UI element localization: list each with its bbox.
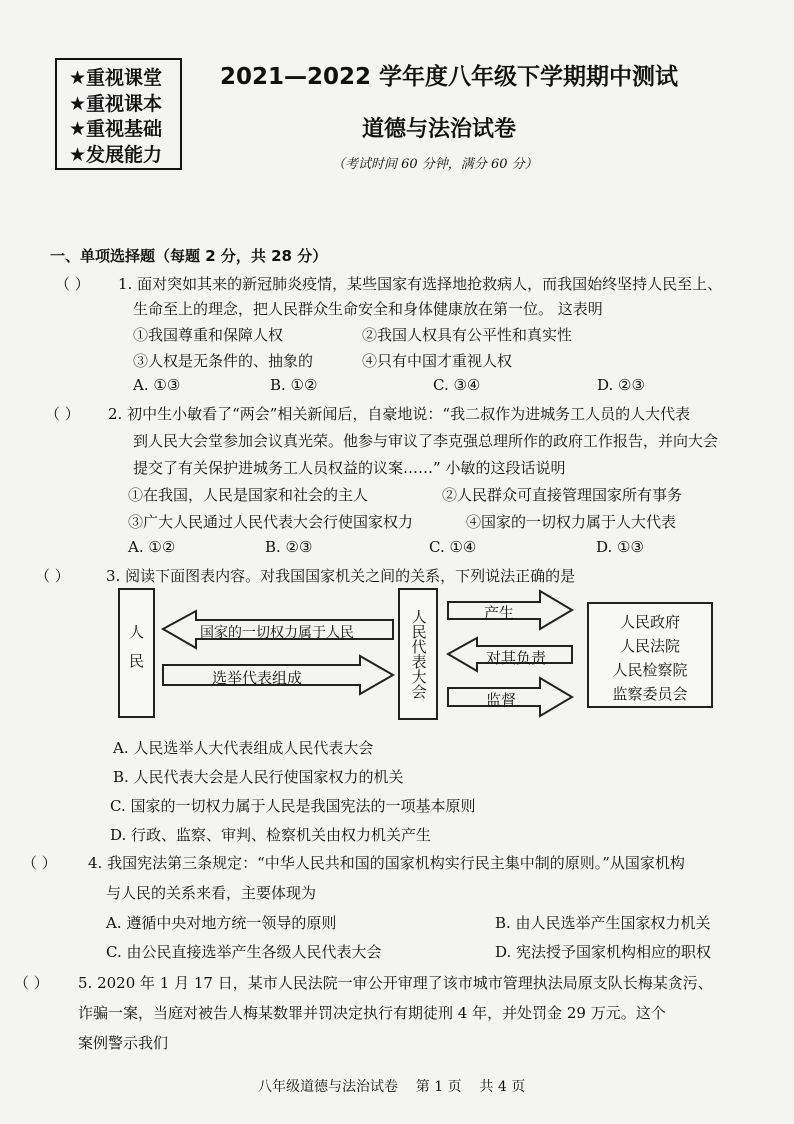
statement: ②我国人权具有公平性和真实性: [362, 326, 573, 344]
section-heading: 一、单项选择题（每题 2 分，共 28 分）: [50, 247, 328, 265]
arrow-power-label: 国家的一切权力属于人民: [200, 625, 354, 641]
statement: ①在我国，人民是国家和社会的主人: [128, 486, 369, 504]
organ-label: 人民政府: [619, 613, 680, 631]
arrow-produce-label: 产生: [484, 604, 515, 622]
congress-label: 人民代表大会: [409, 609, 428, 699]
option-b: B. 人民代表大会是人民行使国家权力的机关: [113, 768, 404, 786]
page-footer: 八年级道德与法治试卷 第 1 页 共 4 页: [258, 1079, 526, 1095]
organ-label: 人民法院: [619, 637, 680, 655]
slogan-line: ★重视课堂: [69, 67, 163, 89]
people-label: 人民: [127, 624, 145, 682]
option-c: C. ①④: [429, 538, 477, 556]
option-a: A. 人民选举人大代表组成人民代表大会: [113, 739, 374, 757]
answer-bracket[interactable]: （ ）: [14, 974, 49, 992]
statement: ①我国尊重和保障人权: [133, 326, 284, 344]
arrow-elect-label: 选举代表组成: [212, 669, 303, 687]
option-d: D. ①③: [596, 538, 644, 556]
organ-label: 监察委员会: [612, 685, 688, 703]
option-b: B. ②③: [265, 538, 313, 556]
exam-subtitle: 道德与法治试卷: [362, 117, 517, 142]
question-4-stem-cont: 与人民的关系来看，主要体现为: [106, 884, 317, 902]
option-a: A. 遵循中央对地方统一领导的原则: [106, 914, 337, 932]
statement: ③人权是无条件的、抽象的: [133, 352, 314, 370]
question-2-stem-cont: 提交了有关保护进城务工人员权益的议案……” 小敏的这段话说明: [133, 459, 566, 477]
statement: ③广大人民通过人民代表大会行使国家权力: [128, 513, 414, 531]
statement: ④只有中国才重视人权: [362, 352, 513, 370]
answer-bracket[interactable]: （ ）: [22, 854, 57, 872]
statement: ④国家的一切权力属于人大代表: [466, 513, 677, 531]
question-5-stem-cont: 案例警示我们: [78, 1034, 169, 1052]
option-c: C. ③④: [433, 376, 481, 394]
question-1-stem-cont: 生命至上的理念，把人民群众生命安全和身体健康放在第一位。 这表明: [133, 300, 603, 318]
exam-title: 2021—2022 学年度八年级下学期期中测试: [220, 64, 679, 90]
option-c: C. 国家的一切权力属于人民是我国宪法的一项基本原则: [110, 797, 476, 815]
arrow-responsible-label: 对其负责: [486, 649, 547, 667]
arrow-supervise-label: 监督: [486, 691, 517, 709]
option-d: D. ②③: [597, 376, 645, 394]
option-a: A. ①②: [128, 538, 176, 556]
question-2-stem: 2. 初中生小敏看了“两会”相关新闻后，自豪地说：“我二叔作为进城务工人员的人大代表: [108, 405, 691, 423]
question-1-stem: 1. 面对突如其来的新冠肺炎疫情，某些国家有选择地抢救病人，而我国始终坚持人民至上、: [118, 275, 723, 293]
slogan-line: ★发展能力: [69, 143, 163, 166]
option-c: C. 由公民直接选举产生各级人民代表大会: [106, 943, 382, 961]
time-note: （考试时间 60 分钟，满分 60 分）: [332, 157, 538, 172]
slogan-line: ★重视课本: [69, 92, 163, 115]
option-b: B. ①②: [270, 376, 318, 394]
option-d: D. 行政、监察、审判、检察机关由权力机关产生: [110, 826, 432, 844]
slogan-line: ★重视基础: [69, 118, 163, 140]
question-5-stem-cont: 诈骗一案，当庭对被告人梅某数罪并罚决定执行有期徒刑 4 年，并处罚金 29 万元。这个: [78, 1004, 666, 1022]
answer-bracket[interactable]: （ ）: [45, 405, 80, 423]
statement: ②人民群众可直接管理国家所有事务: [442, 486, 683, 504]
question-4-stem: 4. 我国宪法第三条规定：“中华人民共和国的国家机构实行民主集中制的原则。”从国家机构: [88, 854, 685, 872]
option-b: B. 由人民选举产生国家权力机关: [495, 914, 711, 932]
answer-bracket[interactable]: （ ）: [35, 567, 70, 585]
option-a: A. ①③: [133, 376, 181, 394]
answer-bracket[interactable]: （ ）: [55, 275, 90, 293]
question-2-stem-cont: 到人民大会堂参加会议真光荣。他参与审议了李克强总理所作的政府工作报告，并向大会: [133, 432, 719, 450]
question-3-stem: 3. 阅读下面图表内容。对我国国家机关之间的关系，下列说法正确的是: [106, 567, 576, 585]
organ-label: 人民检察院: [612, 661, 688, 679]
option-d: D. 宪法授予国家机构相应的职权: [495, 943, 712, 961]
question-5-stem: 5. 2020 年 1 月 17 日，某市人民法院一审公开审理了该市城市管理执法局原支队长梅某贪污、: [78, 974, 713, 992]
